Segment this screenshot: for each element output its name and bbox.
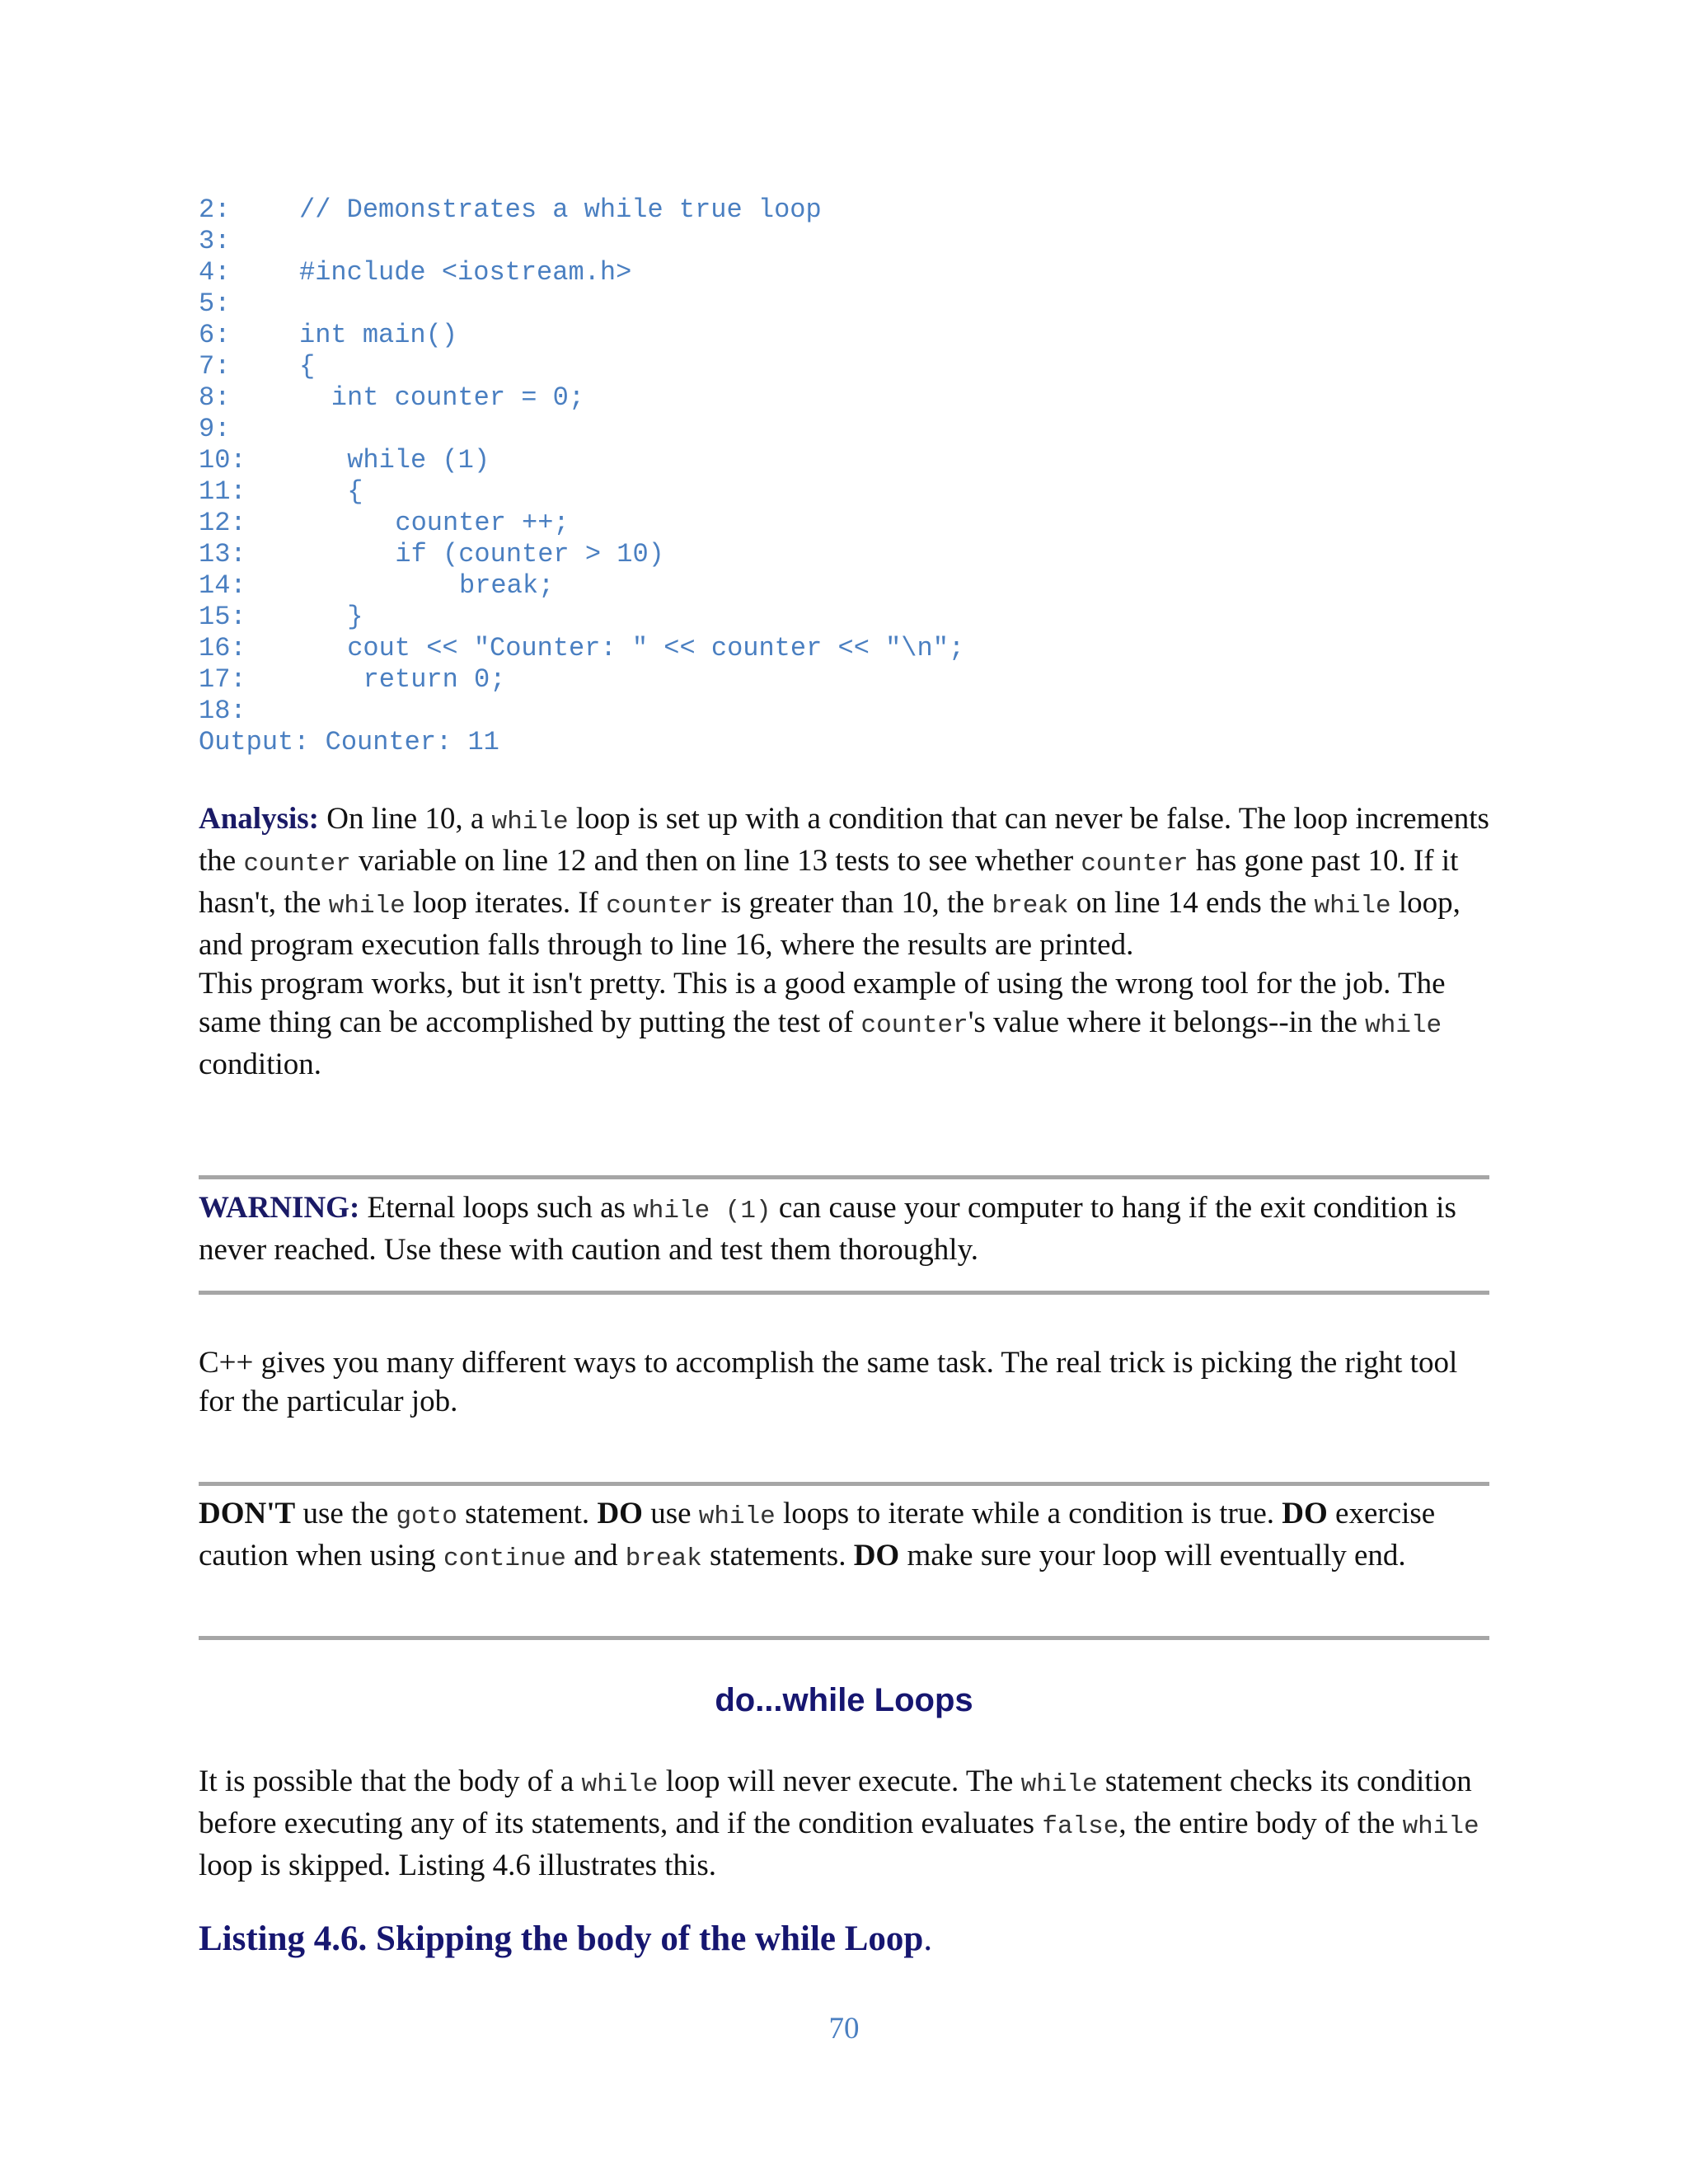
code-line bbox=[199, 539, 1435, 570]
divider bbox=[199, 1291, 1489, 1295]
code-line-number: 3: bbox=[199, 226, 231, 256]
code-line-text: break; bbox=[459, 570, 555, 601]
code-line bbox=[199, 570, 1435, 602]
code-line-text: #include <iostream.h> bbox=[299, 257, 632, 288]
code-line-number: 14: bbox=[199, 570, 246, 601]
inline-code: counter bbox=[860, 1011, 968, 1040]
listing-title-text: Listing 4.6. Skipping the body of the while Loop bbox=[199, 1919, 924, 1958]
body-text: statement checks its condition before executing any of its statements, and if the condition evaluates bbox=[199, 1765, 1472, 1840]
code-line-text: while (1) bbox=[347, 445, 490, 476]
divider bbox=[199, 1175, 1489, 1179]
code-line-text: { bbox=[299, 351, 316, 382]
do-label: DO bbox=[1282, 1497, 1328, 1530]
body-paragraph bbox=[199, 1343, 1493, 1421]
code-line-number: 17: bbox=[199, 664, 246, 695]
dont-label: DON'T bbox=[199, 1497, 296, 1530]
divider bbox=[199, 1636, 1489, 1640]
divider bbox=[199, 1482, 1489, 1486]
analysis-paragraph bbox=[199, 799, 1493, 1084]
code-line bbox=[199, 445, 1435, 476]
code-line-number: 2: bbox=[199, 194, 231, 225]
program-output: Output: Counter: 11 bbox=[199, 727, 499, 757]
page-number: 70 bbox=[828, 2012, 860, 2046]
inline-code: while bbox=[328, 892, 406, 921]
do-dont-text: statement. bbox=[457, 1497, 598, 1530]
code-line-number: 6: bbox=[199, 320, 231, 350]
inline-code: while (1) bbox=[633, 1197, 771, 1226]
code-line-number: 10: bbox=[199, 445, 246, 476]
analysis-text: loop iterates. If bbox=[405, 886, 607, 920]
analysis-text: on line 14 ends the bbox=[1068, 886, 1315, 920]
inline-code: while bbox=[1314, 892, 1391, 921]
code-line-text: cout << "Counter: " << counter << "\n"; bbox=[347, 633, 965, 663]
body-text: condition. bbox=[199, 1047, 322, 1081]
do-label: DO bbox=[853, 1539, 900, 1572]
code-line bbox=[199, 476, 1435, 508]
section-heading: do...while Loops bbox=[715, 1682, 973, 1718]
code-line-number: 5: bbox=[199, 288, 231, 319]
code-line-number: 16: bbox=[199, 633, 246, 663]
inline-code: while bbox=[698, 1502, 776, 1531]
inline-code: break bbox=[625, 1544, 702, 1573]
body-paragraph bbox=[199, 964, 1493, 1084]
code-line bbox=[199, 696, 1435, 727]
code-line-number: 4: bbox=[199, 257, 231, 288]
body-text: loop is skipped. Listing 4.6 illustrates this. bbox=[199, 1849, 716, 1882]
code-line bbox=[199, 226, 1435, 257]
do-dont-box bbox=[199, 1494, 1493, 1578]
inline-code: while bbox=[581, 1770, 659, 1799]
do-dont-text: statements. bbox=[701, 1539, 854, 1572]
analysis-text: On line 10, a bbox=[318, 802, 492, 836]
code-line-text: return 0; bbox=[363, 664, 506, 695]
body-text: loop will never execute. The bbox=[658, 1765, 1021, 1798]
code-line-text: int counter = 0; bbox=[331, 382, 585, 413]
inline-code: while bbox=[1365, 1011, 1442, 1040]
code-line bbox=[199, 351, 1435, 382]
analysis-text: variable on line 12 and then on line 13 tests to see whether bbox=[350, 844, 1081, 878]
listing-title-period: . bbox=[923, 1919, 933, 1958]
body-paragraph bbox=[199, 1762, 1493, 1885]
inline-code: counter bbox=[606, 892, 714, 921]
code-line-text: counter ++; bbox=[395, 508, 570, 538]
code-line bbox=[199, 414, 1435, 445]
inline-code: break bbox=[992, 892, 1069, 921]
do-dont-text: use the bbox=[295, 1497, 396, 1530]
listing-title bbox=[199, 1919, 932, 1959]
body-text: C++ gives you many different ways to accomplish the same task. The real trick is picking the right tool for the particular job. bbox=[199, 1346, 1458, 1418]
inline-code: counter bbox=[243, 850, 351, 879]
inline-code: while bbox=[1020, 1770, 1098, 1799]
code-line-number: 9: bbox=[199, 414, 231, 444]
body-text: 's value where it belongs--in the bbox=[968, 1005, 1366, 1039]
do-dont-text: make sure your loop will eventually end. bbox=[899, 1539, 1406, 1572]
do-dont-text: use bbox=[642, 1497, 699, 1530]
do-label: DO bbox=[597, 1497, 643, 1530]
code-line-text: int main() bbox=[299, 320, 458, 350]
inline-code: false bbox=[1042, 1812, 1119, 1841]
inline-code: while bbox=[1402, 1812, 1479, 1841]
code-line-text: } bbox=[347, 602, 363, 632]
code-line-text: { bbox=[347, 476, 363, 507]
analysis-text: loop is set up with a condition that can never be false. The loop increments the bbox=[199, 802, 1489, 878]
code-line bbox=[199, 194, 1435, 226]
code-line bbox=[199, 382, 1435, 414]
code-line bbox=[199, 633, 1435, 664]
code-line-number: 11: bbox=[199, 476, 246, 507]
analysis-label: Analysis: bbox=[199, 802, 319, 836]
do-dont-text: and bbox=[565, 1539, 626, 1572]
inline-code: counter bbox=[1081, 850, 1189, 879]
code-line-text: // Demonstrates a while true loop bbox=[299, 194, 822, 225]
code-line-number: 12: bbox=[199, 508, 246, 538]
code-line bbox=[199, 664, 1435, 696]
do-dont-text: loops to iterate while a condition is true. bbox=[775, 1497, 1282, 1530]
inline-code: while bbox=[491, 808, 569, 837]
code-line-number: 7: bbox=[199, 351, 231, 382]
code-line bbox=[199, 257, 1435, 288]
code-listing bbox=[199, 194, 1435, 758]
inline-code: continue bbox=[443, 1544, 566, 1573]
code-line-number: 15: bbox=[199, 602, 246, 632]
code-line bbox=[199, 288, 1435, 320]
code-line bbox=[199, 508, 1435, 539]
warning-text: can cause your computer to hang if the exit condition is never reached. Use these with caution and test them thoroughly. bbox=[199, 1191, 1456, 1267]
code-line bbox=[199, 602, 1435, 633]
code-line bbox=[199, 320, 1435, 351]
inline-code: goto bbox=[396, 1502, 457, 1531]
code-line-text: if (counter > 10) bbox=[395, 539, 664, 569]
warning-text: Eternal loops such as bbox=[359, 1191, 634, 1225]
do-dont-text: exercise caution when using bbox=[199, 1497, 1436, 1572]
code-line-number: 8: bbox=[199, 382, 231, 413]
body-text: This program works, but it isn't pretty. This is a good example of using the wrong tool for the job. The same thing can be accomplished by putting the test of bbox=[199, 967, 1446, 1039]
warning-note bbox=[199, 1188, 1493, 1269]
body-text: It is possible that the body of a bbox=[199, 1765, 582, 1798]
analysis-text: loop, and program execution falls through to line 16, where the results are printed. bbox=[199, 886, 1461, 962]
code-line-number: 13: bbox=[199, 539, 246, 569]
warning-label: WARNING: bbox=[199, 1191, 360, 1225]
code-line-number: 18: bbox=[199, 696, 246, 726]
analysis-text: is greater than 10, the bbox=[713, 886, 992, 920]
analysis-text: has gone past 10. If it hasn't, the bbox=[199, 844, 1459, 920]
body-text: , the entire body of the bbox=[1118, 1807, 1403, 1840]
